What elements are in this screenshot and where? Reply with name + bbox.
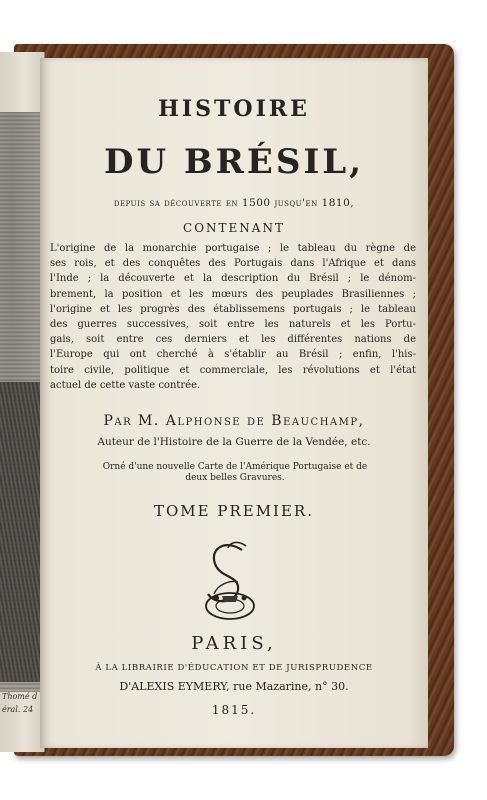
frontispiece-caption-line: éral. 24 <box>2 705 34 714</box>
description-line: des guerres successives, soit entre les naturels et les Portu- <box>50 319 416 331</box>
author-subtitle: Auteur de l'Histoire de la Guerre de la Vendée, etc. <box>97 436 371 448</box>
ornament-note: Orné d'une nouvelle Carte de l'Amérique Portugaise et de deux belles Gravures. <box>102 462 368 483</box>
frontispiece-page <box>0 52 45 752</box>
description-line: L'origine de la monarchie portugaise ; le tableau du règne de <box>50 243 416 254</box>
description-line: l'Inde ; la découverte et la description du Brésil ; le dénom- <box>50 273 416 285</box>
imprint-year: 1815. <box>211 703 257 717</box>
description-line: ses rois, et des conquêtes des Portugais dans l'Afrique et dans <box>50 258 416 270</box>
description-line: actuel de cette vaste contrée. <box>50 379 201 391</box>
contenant-heading: CONTENANT <box>183 221 285 235</box>
publisher-line-1: À LA LIBRAIRIE D'ÉDUCATION ET DE JURISPRUDENCE <box>95 663 373 673</box>
description-line: brement, la position et les mœurs des peuplades Brasiliennes ; <box>50 288 416 300</box>
title-page <box>40 58 428 748</box>
subtitle: depuis sa découverte en 1500 jusqu'en 1810, <box>113 197 355 209</box>
description-line: l'Europe qui ont cherché à s'établir au Brésil ; enfin, l'his- <box>50 349 416 361</box>
imprint-city: PARIS, <box>191 633 277 654</box>
frontispiece-caption-line: Thomé d <box>2 692 38 701</box>
monogram-vignette-icon <box>194 536 264 624</box>
description-line: toire civile, politique et commerciale, les révolutions et l'état <box>50 364 416 376</box>
frontispiece-engraving-shadow <box>0 382 40 682</box>
frontispiece-caption <box>2 690 42 716</box>
description-paragraph <box>50 241 416 393</box>
author-line: Par M. Alphonse de Beauchamp, <box>103 413 365 429</box>
title-line-2: DU BRÉSIL, <box>103 142 365 182</box>
title-line-1: HISTOIRE <box>158 96 310 122</box>
volume-label: TOME PREMIER. <box>153 502 314 520</box>
description-line: gais, soit entre ces derniers et les différentes nations de <box>50 334 416 346</box>
description-line: l'origine et les progrès des établissemens portugais ; le tableau <box>50 303 416 315</box>
publisher-line-2: D'ALEXIS EYMERY, rue Mazarine, n° 30. <box>119 680 349 693</box>
title-page-content <box>40 58 428 748</box>
